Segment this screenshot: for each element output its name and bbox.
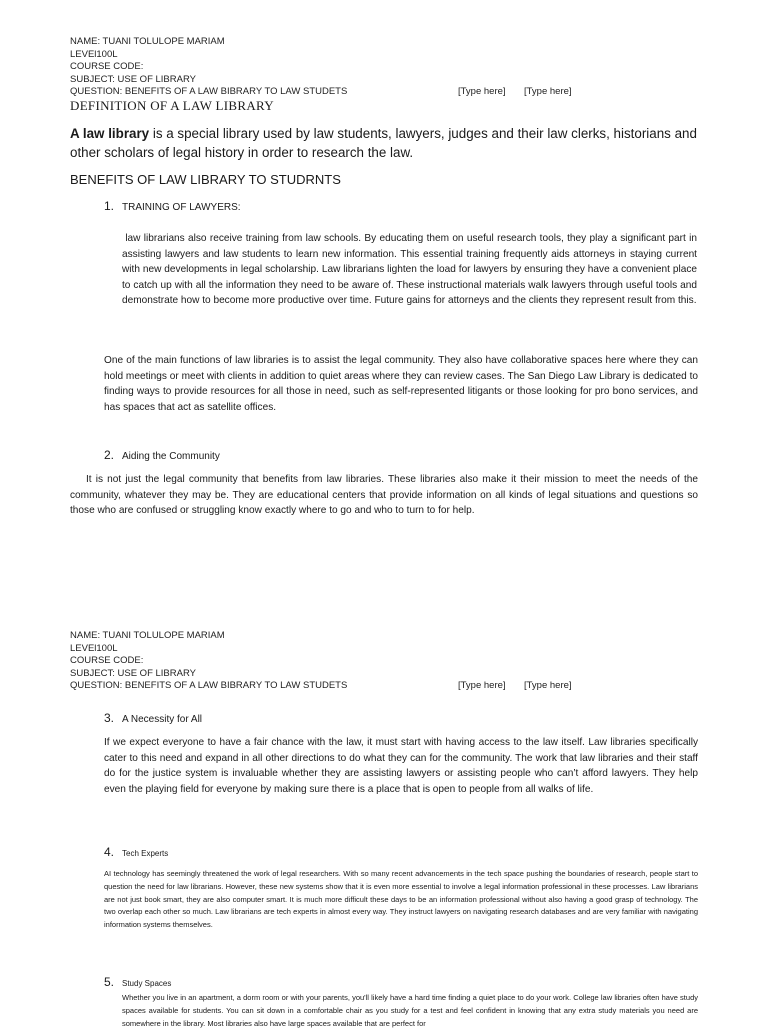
question-line (70, 86, 710, 99)
subject: SUBJECT: USE OF LIBRARY (70, 73, 196, 85)
student-name: NAME: TUANI TOLULOPE MARIAM (70, 630, 225, 641)
section-title: Aiding the Community (122, 451, 220, 462)
section-paragraph: AI technology has seemingly threatened the work of legal researchers. With so many recent advancements in the tech space pushing the boundaries of research, people start to question the need for law librarians. However, these new systems show that it is even more essential to involve a legal information professional in these processes. Law librarians are not just book smart, they are also computer smart. It is much more difficult these days to be an information professional without also having a good grasp of technology. The two overlap each other so much. Law librarians are tech experts in almost every way. They instruct lawyers on navigating research databases and are very familiar with navigating information systems themselves. (104, 869, 698, 930)
intro-text: is a special library used by law students, lawyers, judges and their law clerks, historians and other scholars of legal history in order to research the law. (70, 126, 697, 160)
type-here-placeholder[interactable]: [Type here] (458, 86, 506, 97)
section-heading (104, 448, 220, 462)
header-block-1 (70, 36, 710, 99)
question: QUESTION: BENEFITS OF A LAW BIBRARY TO LAW STUDETS (70, 86, 348, 97)
student-name: NAME: TUANI TOLULOPE MARIAM (70, 36, 225, 47)
student-level: LEVEl100L (70, 642, 118, 654)
course-code: COURSE CODE: (70, 655, 144, 666)
type-here-placeholder[interactable]: [Type here] (458, 680, 506, 691)
type-here-placeholder[interactable]: [Type here] (524, 680, 572, 691)
section-heading (104, 711, 202, 725)
section-heading (104, 845, 168, 859)
header-block-2 (70, 630, 710, 693)
section-paragraph: It is not just the legal community that benefits from law libraries. These libraries also make it their mission to meet the needs of the community, whatever they may be. They are educational centers that provide information on all kinds of legal situations and questions so those who are confused or struggling know exactly where to go and who to turn to for help. (70, 474, 698, 516)
type-here-placeholder[interactable]: [Type here] (524, 86, 572, 97)
section-paragraph: If we expect everyone to have a fair chance with the law, it must start with having access to the law itself. Law libraries specifically cater to this need and expand in all other directions to do what they can for the community. The work that law libraries and their staff do for the justice system is invaluable whether they are assisting lawyers or assisting people who can’t afford lawyers. They help even the playing field for everyone by making sure there is a place that is open to people from all walks of life. (104, 737, 698, 795)
intro-paragraph (70, 124, 710, 162)
question-line (70, 680, 710, 693)
section-paragraph: One of the main functions of law libraries is to assist the legal community. They also have collaborative spaces here where they can hold meetings or meet with clients in addition to quiet areas where they can review cases. The San Diego Law Library is dedicated to finding ways to provide resources for all those in need, such as self-represented litigants or those looking for pro bono services, and has spaces that act as satellite offices. (104, 355, 698, 413)
definition-title: DEFINITION OF A LAW LIBRARY (70, 98, 274, 113)
subject: SUBJECT: USE OF LIBRARY (70, 667, 196, 679)
section-heading (104, 975, 171, 989)
intro-bold-term: A law library (70, 126, 150, 141)
section-number: 1. (104, 199, 115, 213)
section-number: 5. (104, 975, 115, 989)
section-paragraph: law librarians also receive training from law schools. By educating them on useful research tools, they play a significant part in assisting lawyers and law students to learn new information. This essential training frequently aids attorneys in staying current with new developments in legal scholarship. Law librarians lighten the load for lawyers by ensuring they have a convenient place to catch up with all the information they need to be aware of. These instructional materials walk lawyers through useful tools and demonstrate how to become more productive over time. Future gains for attorneys and the clients they represent result from this. (122, 233, 700, 306)
student-level: LEVEl100L (70, 48, 118, 60)
section-paragraph: Whether you live in an apartment, a dorm room or with your parents, you'll likely have a hard time finding a quiet place to do your work. College law libraries often have study spaces available for students. You can sit down in a comfortable chair as you study for a test and feel confident in knowing that any extra study materials you need are somewhere in the library. Most libraries also have large spaces available that are perfect for (122, 993, 698, 1028)
question: QUESTION: BENEFITS OF A LAW BIBRARY TO LAW STUDETS (70, 680, 348, 691)
section-number: 4. (104, 845, 115, 859)
section-number: 3. (104, 711, 115, 725)
course-code: COURSE CODE: (70, 61, 144, 72)
section-title: Study Spaces (122, 979, 172, 988)
section-title: A Necessity for All (122, 714, 203, 725)
section-title: TRAINING OF LAWYERS: (122, 202, 241, 213)
section-title: Tech Experts (122, 849, 169, 858)
benefits-heading: BENEFITS OF LAW LIBRARY TO STUDRNTS (70, 172, 341, 187)
section-number: 2. (104, 448, 115, 462)
section-heading (104, 199, 241, 213)
